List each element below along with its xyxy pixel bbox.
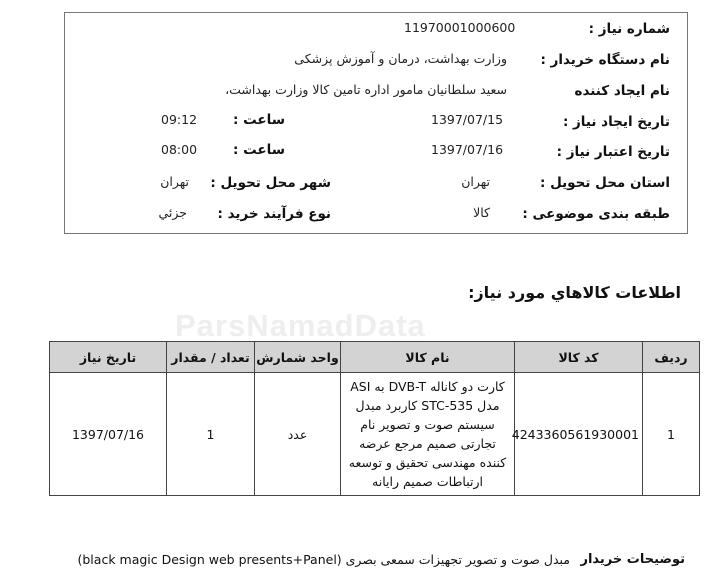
cell-unit: عدد: [255, 373, 341, 496]
col-header-code: کد کالا: [515, 342, 643, 373]
province-value: تهران: [461, 174, 490, 189]
buyer-label: نام دستگاه خریدار :: [540, 52, 670, 68]
valid-time-label: ساعت :: [233, 142, 285, 158]
need-info-box: [64, 12, 688, 234]
cell-row-number: 1: [643, 373, 700, 496]
cell-name: کارت دو کاناله DVB-T به ASI مدل STC-535 کاربرد مبدل سیستم صوت و تصویر نام تجارتی صمیم مرجع عرضه کننده مهندسی تحقیق و توسعه ارتباطات صمیم رایانه: [341, 373, 515, 496]
buyer-notes-label: توضیحات خریدار: [580, 552, 685, 567]
category-label: طبقه بندی موضوعی :: [522, 206, 670, 222]
creator-label: نام ایجاد کننده: [574, 83, 670, 99]
cell-code: 4243360561930001: [515, 373, 643, 496]
col-header-date: تاریخ نیاز: [50, 342, 167, 373]
category-value: کالا: [473, 205, 490, 220]
creator-value: سعید سلطانیان مامور اداره تامین کالا وزارت بهداشت،: [225, 82, 507, 97]
process-value: جزئي: [158, 205, 187, 220]
city-value: تهران: [160, 174, 189, 189]
city-label: شهر محل تحویل :: [210, 175, 331, 191]
buyer-value: وزارت بهداشت، درمان و آموزش پزشکی: [294, 51, 507, 66]
created-time-value: 09:12: [161, 112, 198, 127]
cell-quantity: 1: [167, 373, 255, 496]
cell-date: 1397/07/16: [50, 373, 167, 496]
need-number-value: 11970001000600: [404, 20, 516, 35]
process-label: نوع فرآیند خرید :: [217, 206, 331, 222]
created-date-value: 1397/07/15: [431, 112, 504, 127]
table-row: [50, 373, 700, 496]
items-table: [49, 341, 700, 496]
created-time-label: ساعت :: [233, 112, 285, 128]
valid-time-value: 08:00: [161, 142, 198, 157]
col-header-row-number: ردیف: [643, 342, 700, 373]
created-date-label: تاریخ ایجاد نیاز :: [562, 114, 670, 130]
watermark: ParsNamadData: [175, 308, 426, 343]
table-header-row: [50, 342, 700, 373]
col-header-unit: واحد شمارش: [255, 342, 341, 373]
need-number-label: شماره نیاز :: [588, 21, 670, 37]
section-title: اطلاعات كالاهاي مورد نياز:: [468, 283, 681, 302]
col-header-name: نام کالا: [341, 342, 515, 373]
valid-date-label: تاریخ اعتبار نیاز :: [556, 144, 670, 160]
col-header-quantity: تعداد / مقدار: [167, 342, 255, 373]
province-label: استان محل تحویل :: [539, 175, 670, 191]
valid-date-value: 1397/07/16: [431, 142, 504, 157]
buyer-notes-text: مبدل صوت و تصویر تجهیزات سمعی بصری (black magic Design web presents+Panel): [77, 552, 570, 567]
